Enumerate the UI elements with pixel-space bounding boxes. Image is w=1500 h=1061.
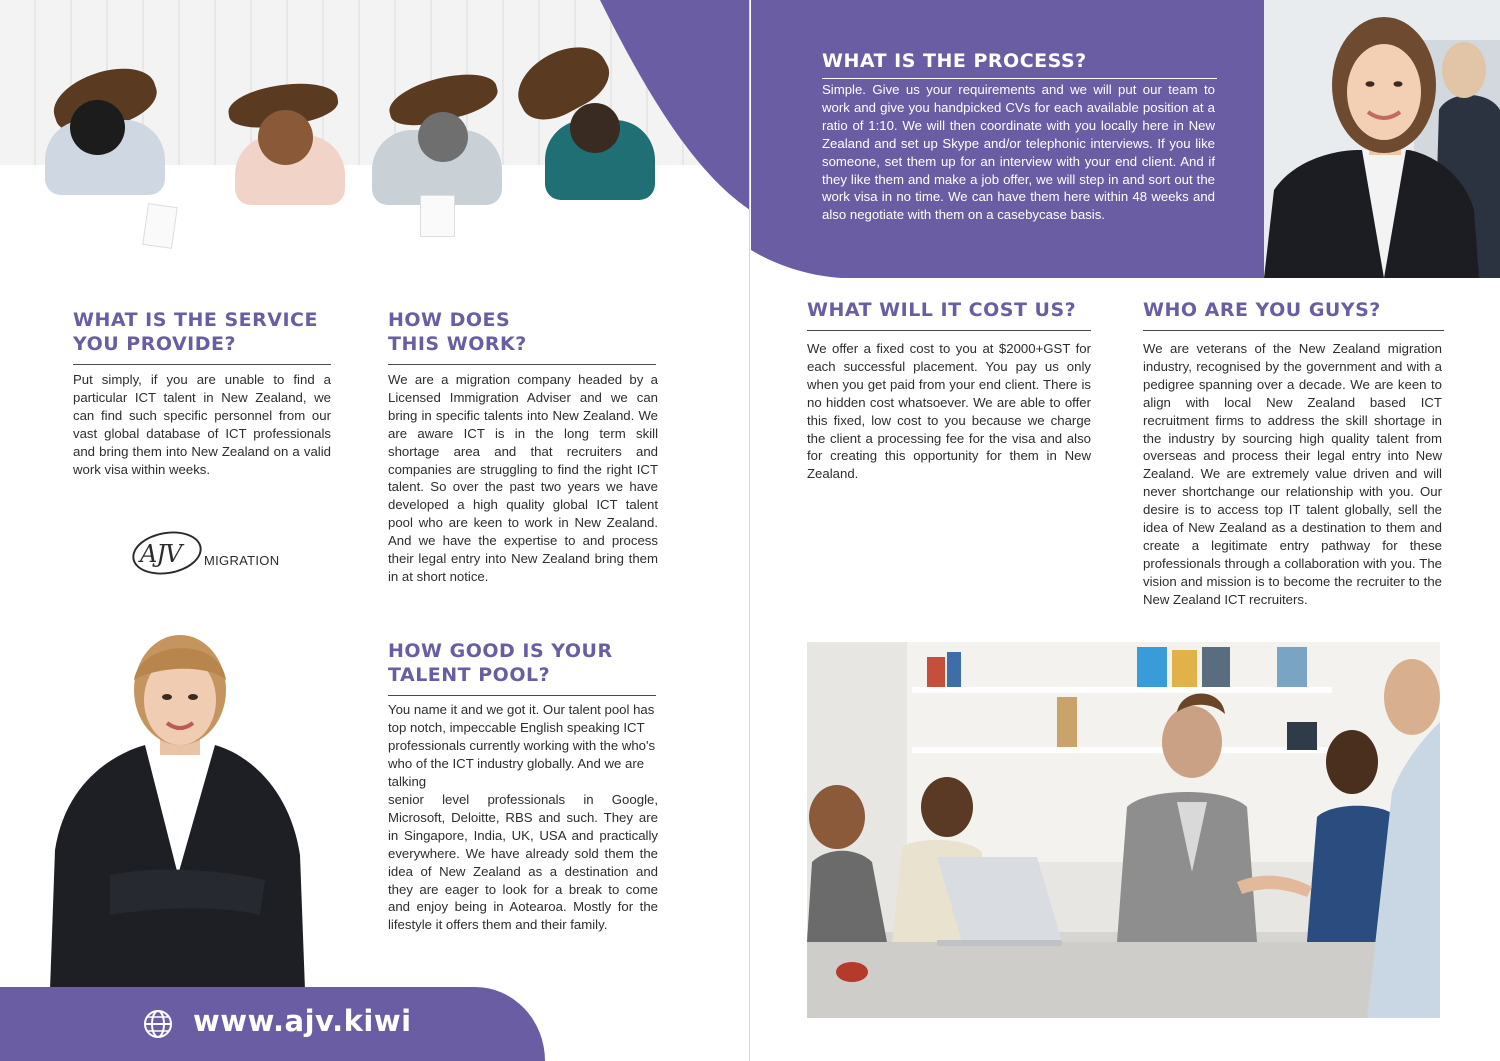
ajv-migration-logo [130,530,280,578]
how-work-heading [388,308,656,365]
who-heading: WHO ARE YOU GUYS? [1143,298,1444,331]
process-text: Simple. Give us your requirements and we will put our team to work and give you handpicked CVs for each available position at a ratio of 1:10. We will then coordinate with you locally here in New Zealand and set up Skype and/or telephonic interviews. If you like someone, set them up for an interview with your end client. And if they like them and make a job offer, we will step in and sort out the work visa in no time. We can have them here within 48 weeks and also negotiate with them on a casebycase basis. [822,82,1215,223]
who-text: We are veterans of the New Zealand migration industry, recognised by the government and with a pedigree spanning over a decade. We are keen to align with local New Zealand based ICT recruitment firms to address the skill shortage in the industry by sourcing high quality talent from overseas and process their legal entry into New Zealand. We are extremely value driven and will never shortchange our relationship with you. Our desire is to access top IT talent globally, sell the idea of New Zealand as a destination to them and create a legitimate entry pathway for these professionals through a collaboration with you. The vision and mission is to become the recruiter to the New Zealand ICT recruiters. [1143,341,1442,607]
talent-pool-heading-line2: TALENT POOL? [388,664,551,686]
service-text: Put simply, if you are unable to find a particular ICT talent in New Zealand, we can find such specific personnel from our vast global database of ICT professionals and bring them into New Zealand on a valid work visa within weeks. [73,372,331,477]
right-page [751,0,1500,1061]
cost-text: We offer a fixed cost to you at $2000+GST for each successful placement. You pay us only when you get paid from your end client. There is no hidden cost whatsoever. We are able to offer this fixed, low cost to you because we charge the client a processing fee for the visa and also for creating this opportunity for them in New Zealand. [807,341,1091,482]
website-url-link[interactable]: www.ajv.kiwi [193,1004,412,1038]
service-heading [73,308,331,365]
talent-pool-heading [388,639,656,696]
logo-word: MIGRATION [204,553,280,568]
how-work-heading-line2: THIS WORK? [388,333,527,355]
service-heading-line2: YOU PROVIDE? [73,333,237,355]
talent-pool-heading-line1: HOW GOOD IS YOUR [388,640,613,662]
businesswoman-photo [50,625,305,990]
process-heading: WHAT IS THE PROCESS? [822,50,1217,79]
how-work-text: We are a migration company headed by a Licensed Immigration Adviser and we can bring in specific talents into New Zealand. We are aware ICT is in the long term skill shortage area and that recruiters and companies are struggling to find the right ICT talent. So over the past two years we have developed a high quality global ICT talent pool who are keen to work in New Zealand. And we have the expertise to and process their legal entry into New Zealand bring them in at short notice. [388,372,658,584]
office-meeting-photo [807,642,1440,1018]
how-work-heading-line1: HOW DOES [388,309,511,331]
talent-pool-text-part2: senior level professionals in Google, Microsoft, Deloitte, RBS and such. They are in Singapore, India, UK, USA and practically everywhere. We have already sold them the idea of New Zealand as a destination and they are eager to look for a break to come and enjoy being in Aotearoa. Mostly for the lifestyle it offers them and their family. [388,792,658,933]
cost-heading: WHAT WILL IT COST US? [807,298,1091,331]
globe-icon [143,1009,173,1039]
service-heading-line1: WHAT IS THE SERVICE [73,309,318,331]
smiling-woman-photo [1264,0,1500,278]
logo-mark: AJV [140,540,182,568]
team-at-desk-photo [0,0,750,255]
talent-pool-text-part1: You name it and we got it. Our talent pool has top notch, impeccable English speaking ICT professionals currently working with the who's who of the ICT industry globally. And we are talking [388,702,656,789]
